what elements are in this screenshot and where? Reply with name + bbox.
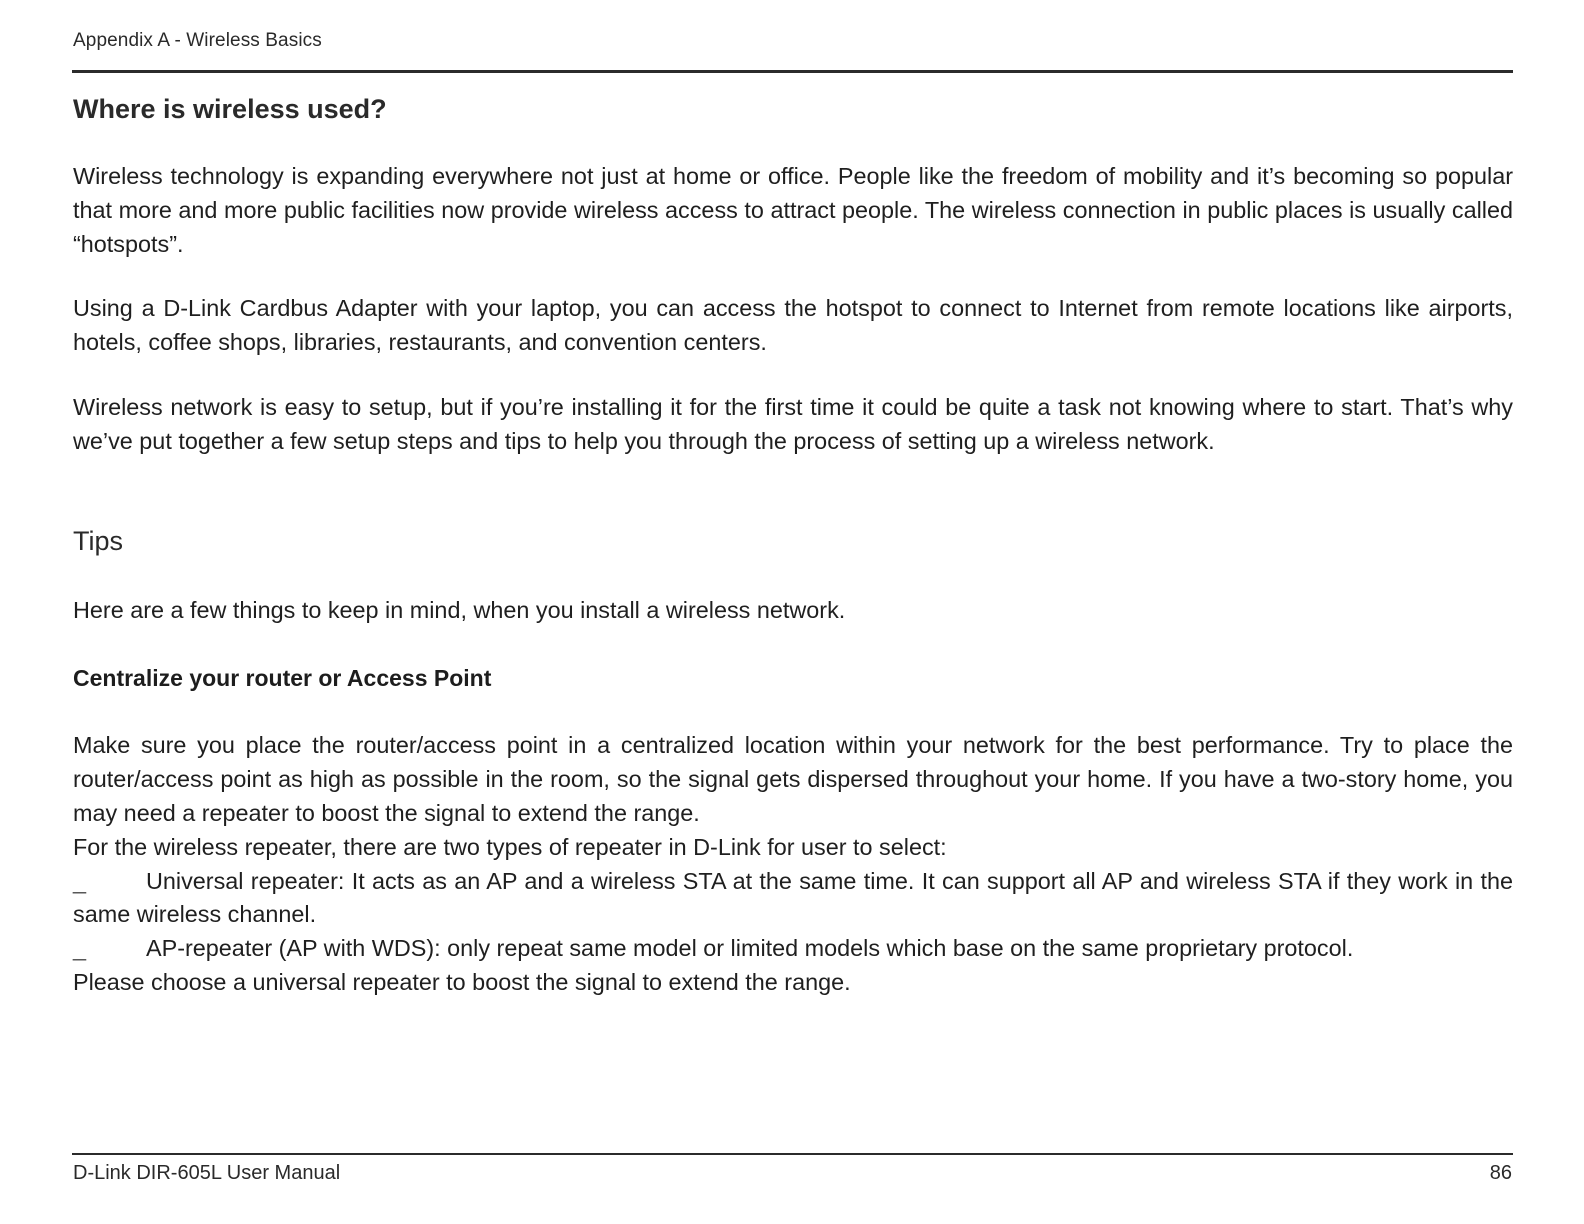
section-heading-tips: Tips (73, 525, 124, 556)
paragraph-wireless-expanding: Wireless technology is expanding everywhere not just at home or office. People like the freedom of mobility and it’s becoming so popular that more and more public facilities now provide wireless access to attract people. The wireless connection in public places is usually called “hotspots”. (73, 163, 1513, 257)
footer-divider (72, 1153, 1513, 1155)
paragraph-easy-setup: Wireless network is easy to setup, but if you’re installing it for the first time it could be quite a task not knowing where to start. That’s why we’ve put together a few setup steps and tips to help you through the process of setting up a wireless network. (73, 393, 1513, 454)
paragraph-centralize-body: Make sure you place the router/access point in a centralized location within your network for the best performance. Try to place the router/access point as high as possible in the room, so the signal gets dispersed throughout your home. If you have a two-story home, you may need a repeater to boost the signal to extend the range. (73, 732, 1513, 826)
header-divider (72, 70, 1513, 73)
bullet-text: Universal repeater: It acts as an AP and a wireless STA at the same time. It can support all AP and wireless STA if they work in the same wireless channel. (73, 867, 1513, 928)
paragraph-cardbus-adapter: Using a D-Link Cardbus Adapter with your laptop, you can access the hotspot to connect to Internet from remote locations like airports, hotels, coffee shops, libraries, restaurants, and convention centers. (73, 295, 1513, 356)
section-heading-where-wireless-used: Where is wireless used? (73, 94, 387, 124)
footer-manual-title: D-Link DIR-605L User Manual (73, 1162, 341, 1184)
paragraph-tips-intro: Here are a few things to keep in mind, when you install a wireless network. (73, 596, 846, 623)
bullet-mark: _ (73, 867, 87, 894)
bullet-text: AP-repeater (AP with WDS): only repeat same model or limited models which base on the same proprietary protocol. (146, 935, 1354, 962)
bullet-mark: _ (73, 935, 87, 962)
subheading-centralize-router: Centralize your router or Access Point (73, 665, 492, 692)
paragraph-closing: Please choose a universal repeater to boost the signal to extend the range. (73, 968, 851, 995)
bullet-ap-repeater (73, 932, 1513, 966)
page-content (73, 91, 1513, 1000)
page-header: Appendix A - Wireless Basics (73, 30, 322, 51)
bullet-universal-repeater (73, 865, 1513, 933)
paragraph-repeater-intro: For the wireless repeater, there are two types of repeater in D-Link for user to select: (73, 833, 947, 860)
footer-page-number: 86 (1489, 1162, 1512, 1184)
